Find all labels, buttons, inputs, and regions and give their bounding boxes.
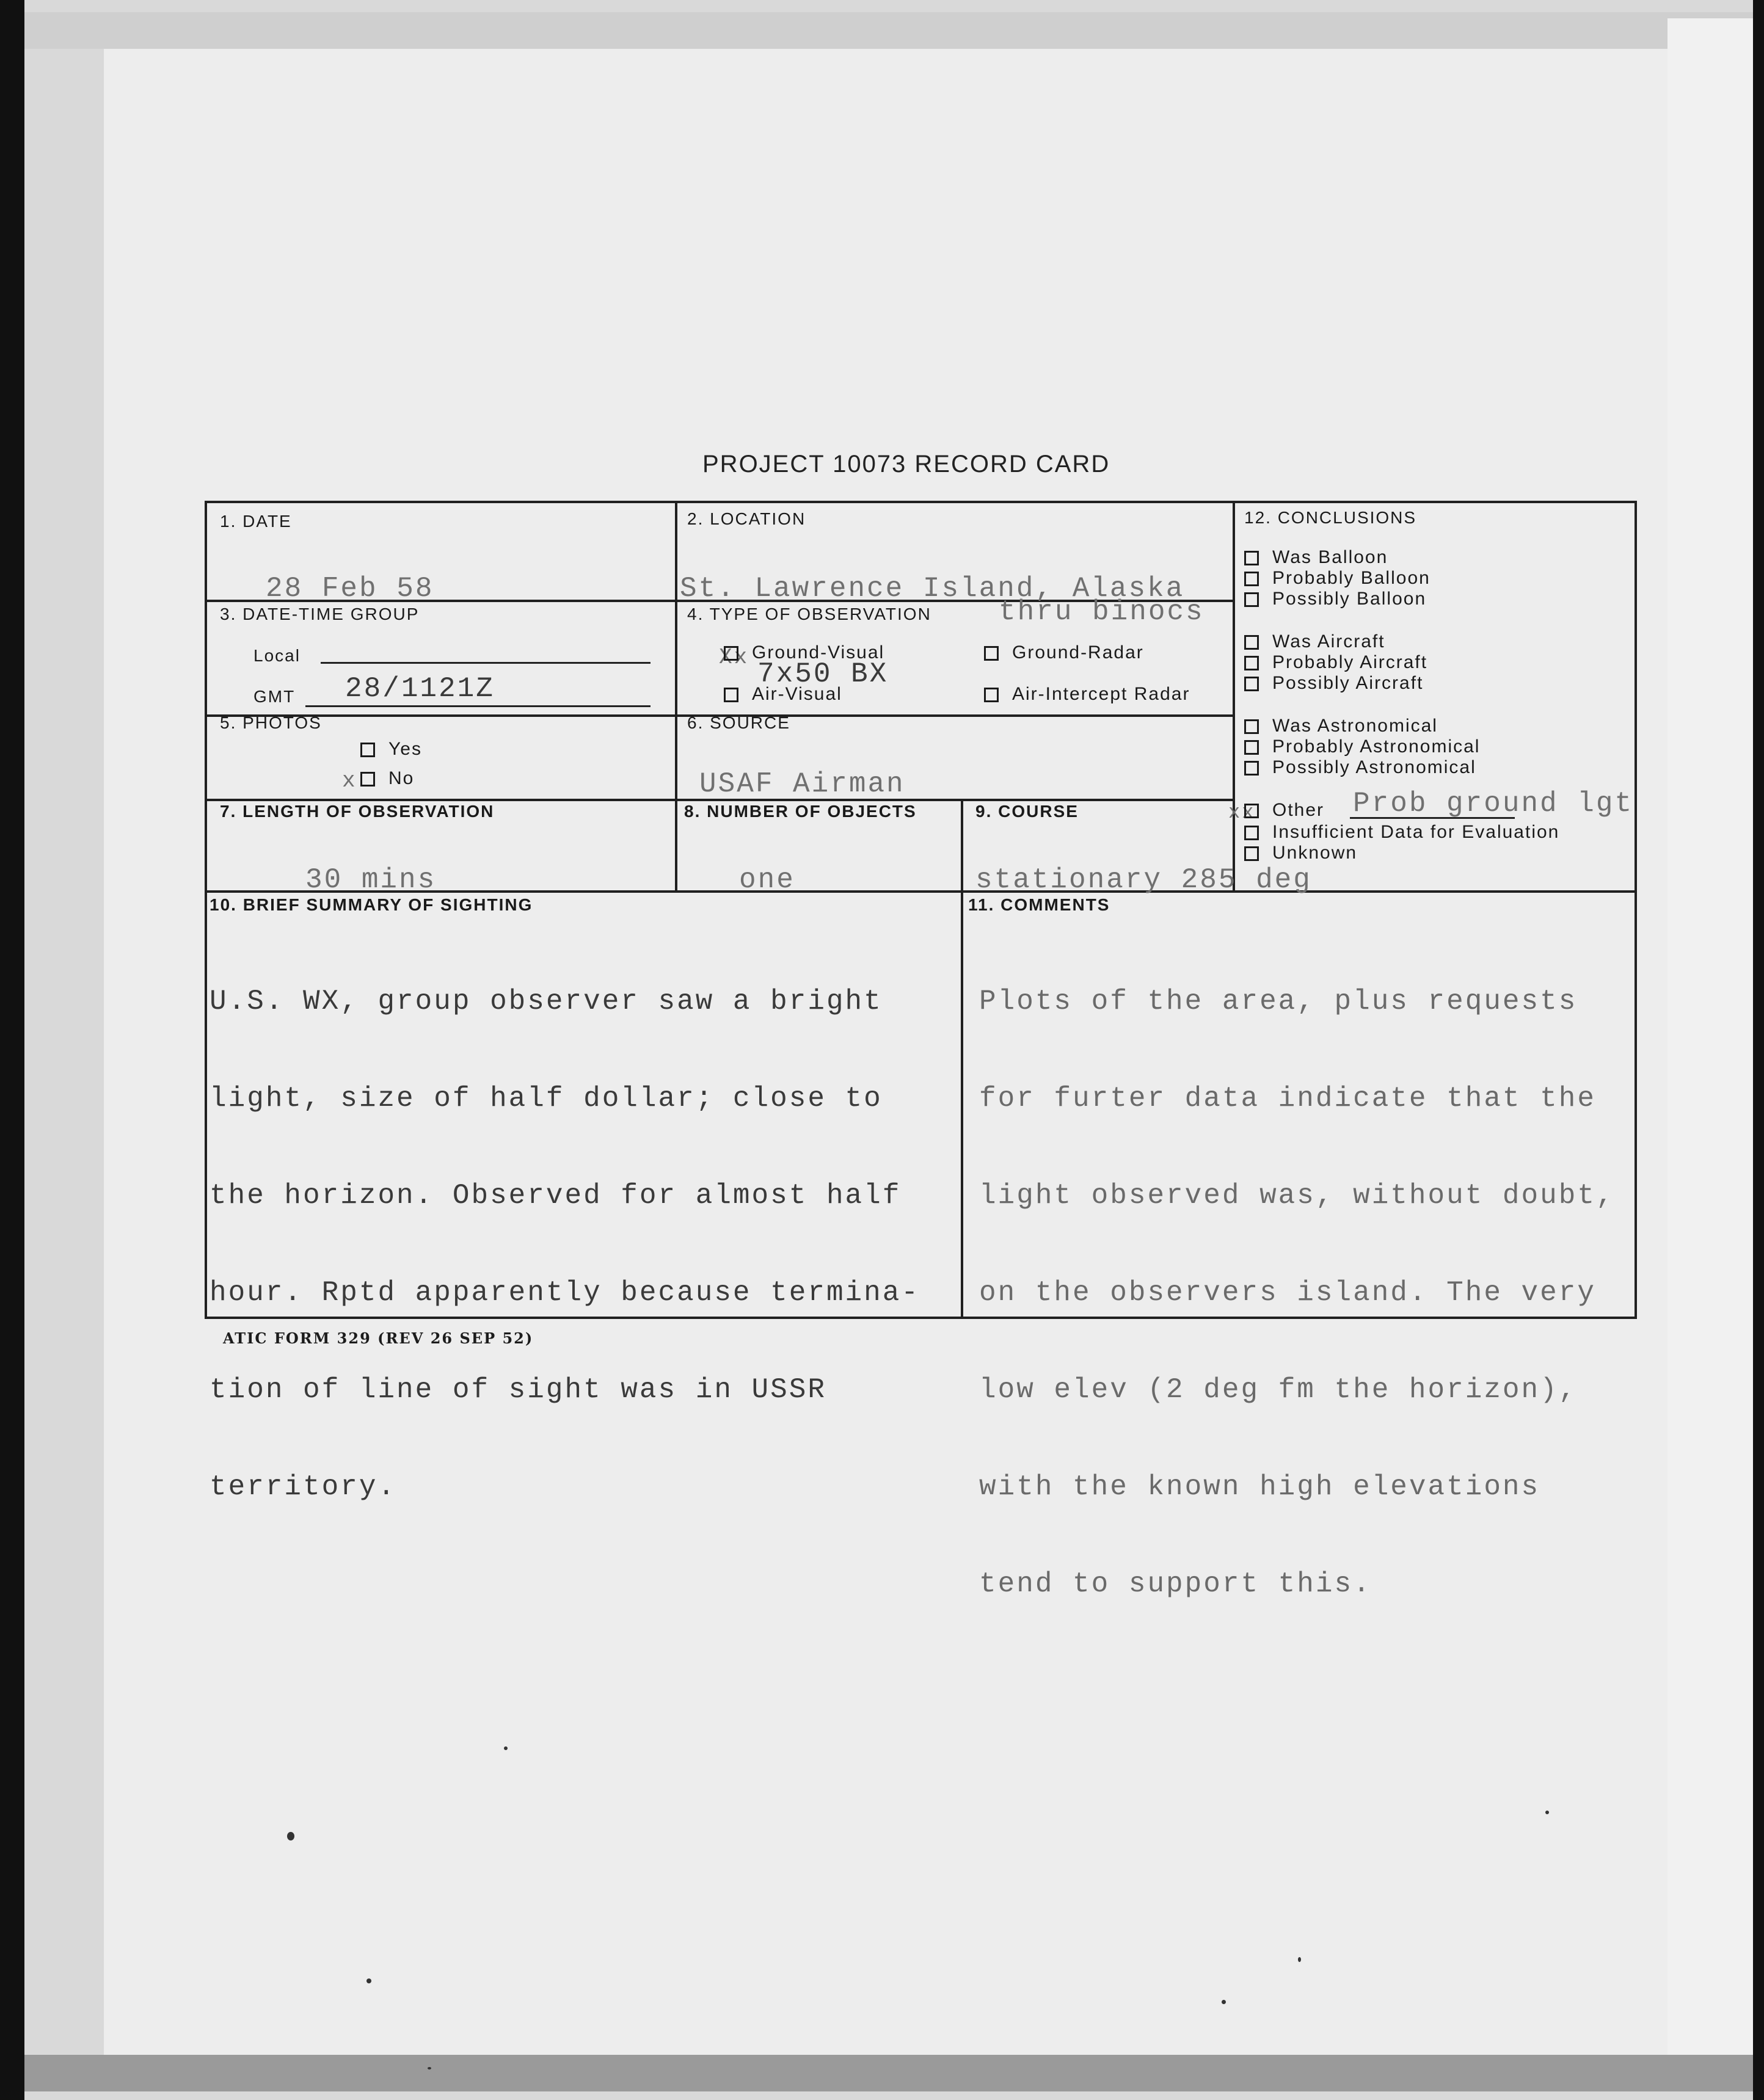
summary-line: tion of line of sight was in USSR [210, 1374, 826, 1406]
date-time-group-label: 3. DATE-TIME GROUP [220, 605, 420, 623]
conclusion-probably-balloon[interactable] [1244, 568, 1431, 589]
local-label: Local [253, 646, 301, 665]
scan-speck [1222, 2000, 1226, 2004]
conclusion-option-label: Possibly Balloon [1272, 589, 1427, 609]
summary-line: territory. [210, 1471, 397, 1503]
divider-col1 [675, 501, 677, 892]
conclusion-option-label: Other [1272, 800, 1325, 820]
conclusion-probably-astronomical[interactable] [1244, 736, 1480, 757]
comments-line: on the observers island. The very [979, 1277, 1596, 1309]
location-label: 2. LOCATION [687, 509, 806, 528]
date-label: 1. DATE [220, 512, 292, 531]
conclusion-checkbox[interactable] [1244, 635, 1259, 650]
option-label: Air-Intercept Radar [1012, 684, 1190, 704]
conclusion-option-label: Possibly Aircraft [1272, 673, 1424, 693]
photos-no-check-mark: x [342, 768, 357, 793]
conclusion-was-aircraft[interactable] [1244, 631, 1385, 652]
local-field-line [321, 662, 651, 664]
conclusion-option-label: Was Aircraft [1272, 631, 1385, 652]
film-edge-top [24, 12, 1759, 49]
option-label: Ground-Radar [1012, 642, 1144, 663]
scan-speck [287, 1832, 294, 1840]
location-value: St. Lawrence Island, Alaska [680, 573, 1185, 605]
conclusion-checkbox[interactable] [1244, 761, 1259, 776]
conclusion-checkbox[interactable] [1244, 572, 1259, 586]
scan-speck [428, 2067, 431, 2069]
scan-speck [504, 1746, 508, 1750]
form-border-right [1635, 501, 1637, 1319]
conclusion-option-label: Probably Astronomical [1272, 736, 1481, 757]
conclusion-option-label: Was Astronomical [1272, 716, 1438, 736]
conclusion-was-astronomical[interactable] [1244, 716, 1438, 736]
divider-col-conclusions [1233, 501, 1235, 892]
option-photos-yes[interactable] [360, 739, 422, 760]
source-value: USAF Airman [699, 768, 905, 800]
film-edge-right [1667, 18, 1759, 2076]
source-label: 6. SOURCE [687, 713, 790, 732]
option-label: Air-Visual [752, 684, 842, 704]
page-title: PROJECT 10073 RECORD CARD [702, 451, 1110, 478]
conclusion-possibly-aircraft[interactable] [1244, 673, 1423, 694]
summary-line: the horizon. Observed for almost half [210, 1180, 902, 1212]
other-check-mark: xx [1228, 801, 1256, 824]
photos-yes-checkbox[interactable] [360, 743, 375, 757]
number-of-objects-value: one [739, 864, 795, 896]
gmt-value: 28/1121Z [345, 673, 495, 705]
summary-line: U.S. WX, group observer saw a bright [210, 986, 883, 1017]
comments-line: low elev (2 deg fm the horizon), [979, 1374, 1578, 1406]
comments-line: with the known high elevations [979, 1471, 1540, 1503]
conclusion-checkbox[interactable] [1244, 592, 1259, 607]
conclusion-checkbox[interactable] [1244, 826, 1259, 840]
comments-line: for furter data indicate that the [979, 1083, 1596, 1114]
conclusion-insufficient-data[interactable] [1244, 822, 1559, 843]
film-edge-bottom [24, 2055, 1753, 2091]
conclusion-checkbox[interactable] [1244, 846, 1259, 861]
course-label: 9. COURSE [975, 802, 1079, 821]
observation-note: thru binocs [999, 596, 1205, 628]
scan-speck [366, 1978, 371, 1983]
film-border-right [1753, 0, 1764, 2100]
photos-label: 5. PHOTOS [220, 713, 322, 732]
conclusion-was-balloon[interactable] [1244, 547, 1388, 568]
date-value: 28 Feb 58 [266, 573, 434, 605]
summary-line: hour. Rptd apparently because termina- [210, 1277, 920, 1309]
scan-speck [1298, 1957, 1301, 1962]
summary-line: light, size of half dollar; close to [210, 1083, 883, 1114]
comments-line: Plots of the area, plus requests [979, 986, 1578, 1017]
conclusion-option-label: Possibly Astronomical [1272, 757, 1476, 777]
option-ground-radar[interactable] [984, 642, 1144, 663]
conclusions-label: 12. CONCLUSIONS [1244, 508, 1417, 527]
other-field-line [1350, 817, 1515, 819]
air-intercept-radar-checkbox[interactable] [984, 688, 999, 702]
conclusion-checkbox[interactable] [1244, 551, 1259, 565]
form-footer: ATIC FORM 329 (REV 26 SEP 52) [223, 1329, 534, 1347]
comments-line: light observed was, without doubt, [979, 1180, 1615, 1212]
ground-visual-checkbox[interactable] [724, 646, 738, 661]
comments-text [979, 921, 1615, 1665]
divider-col-objects [961, 800, 963, 892]
scan-speck [1545, 1811, 1549, 1814]
length-of-observation-value: 30 mins [305, 864, 437, 896]
brief-summary-text [210, 921, 920, 1568]
conclusion-unknown[interactable] [1244, 843, 1357, 863]
conclusion-possibly-balloon[interactable] [1244, 589, 1426, 609]
option-photos-no[interactable] [360, 768, 414, 789]
conclusion-option-label: Probably Aircraft [1272, 652, 1428, 672]
type-of-observation-label: 4. TYPE OF OBSERVATION [687, 605, 931, 623]
conclusion-option-label: Insufficient Data for Evaluation [1272, 822, 1560, 842]
comments-line: tend to support this. [979, 1568, 1372, 1600]
comments-label: 11. COMMENTS [968, 895, 1110, 914]
conclusion-other[interactable] [1244, 800, 1324, 821]
conclusion-option-label: Unknown [1272, 843, 1358, 863]
option-air-visual[interactable] [724, 684, 842, 705]
form-border-left [205, 501, 207, 1319]
gmt-field-line [305, 705, 651, 707]
conclusion-checkbox[interactable] [1244, 740, 1259, 755]
option-air-intercept-radar[interactable] [984, 684, 1190, 705]
air-visual-checkbox[interactable] [724, 688, 738, 702]
ground-radar-checkbox[interactable] [984, 646, 999, 661]
other-value: Prob ground lgt [1353, 788, 1634, 819]
conclusion-possibly-astronomical[interactable] [1244, 757, 1476, 778]
instrument-value: 7x50 BX [757, 658, 889, 690]
conclusion-option-label: Probably Balloon [1272, 568, 1431, 588]
number-of-objects-label: 8. NUMBER OF OBJECTS [684, 802, 917, 821]
conclusion-checkbox[interactable] [1244, 804, 1259, 818]
conclusion-option-label: Was Balloon [1272, 547, 1388, 567]
conclusion-probably-aircraft[interactable] [1244, 652, 1427, 673]
length-of-observation-label: 7. LENGTH OF OBSERVATION [220, 802, 495, 821]
option-label: Ground-Visual [752, 642, 885, 663]
conclusion-checkbox[interactable] [1244, 677, 1259, 691]
form-border-top [205, 501, 1637, 503]
conclusion-checkbox[interactable] [1244, 656, 1259, 670]
option-label: Yes [388, 739, 422, 759]
film-border-left [0, 0, 24, 2100]
brief-summary-label: 10. BRIEF SUMMARY OF SIGHTING [210, 895, 533, 914]
conclusion-checkbox[interactable] [1244, 719, 1259, 734]
ground-visual-check-mark: Xx [719, 645, 749, 670]
divider-col-comments [961, 892, 963, 1319]
photos-no-checkbox[interactable] [360, 772, 375, 787]
gmt-label: GMT [253, 687, 296, 706]
course-value: stationary 285 deg [975, 864, 1312, 896]
option-label: No [388, 768, 415, 788]
